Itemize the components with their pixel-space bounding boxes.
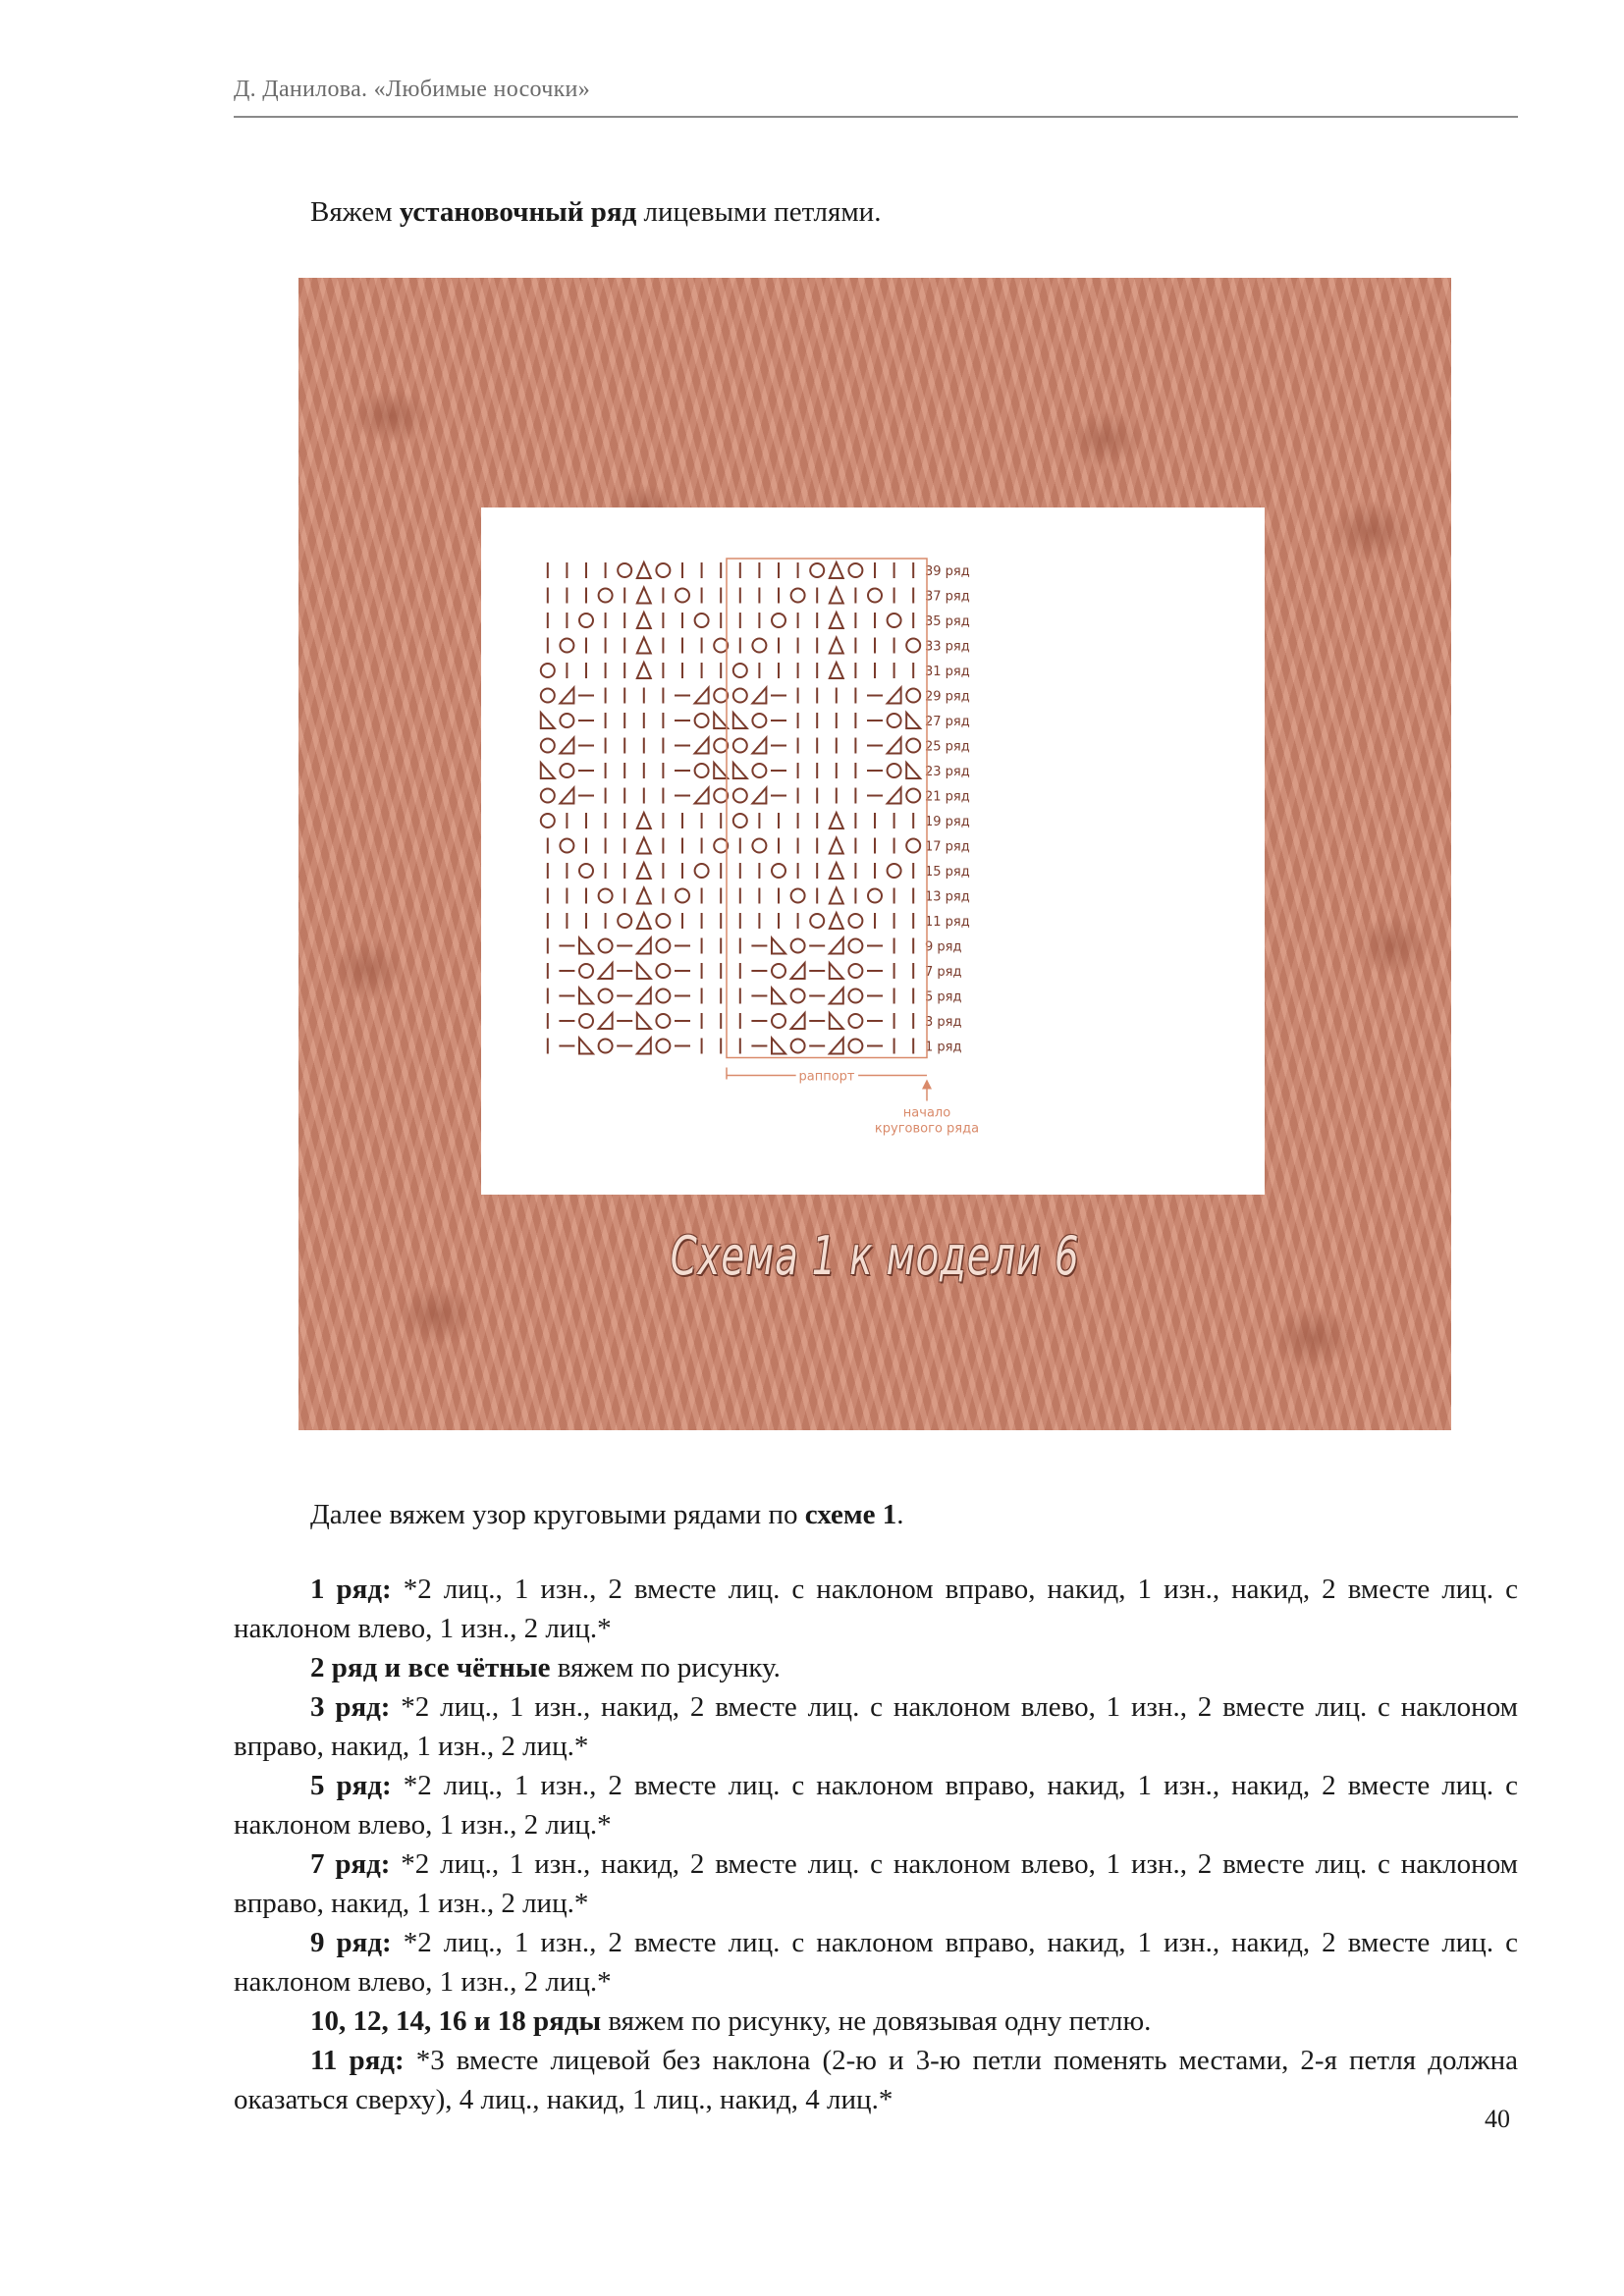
yarn-over-stitch — [733, 664, 747, 677]
row-label: 27 ряд — [925, 715, 970, 729]
yarn-over-stitch — [906, 789, 920, 803]
left-decrease-stitch — [830, 1013, 843, 1029]
start-arrow-icon — [922, 1080, 932, 1090]
right-decrease-stitch — [695, 788, 709, 804]
instruction-row-text: *2 лиц., 1 изн., накид, 2 вместе лиц. с наклоном влево, 1 изн., 2 вместе лиц. с наклоном вправо, накид, 1 изн., 2 лиц.* — [234, 1848, 1518, 1919]
left-decrease-stitch — [541, 713, 555, 728]
yarn-over-stitch — [906, 689, 920, 703]
yarn-over-stitch — [541, 664, 555, 677]
yarn-over-stitch — [695, 714, 709, 727]
row-label: 11 ряд — [925, 915, 970, 930]
page-number: 40 — [1485, 2105, 1510, 2133]
yarn-over-stitch — [695, 864, 709, 878]
decrease-stitch — [637, 613, 651, 628]
yarn-over-stitch — [676, 889, 689, 903]
yarn-over-stitch — [772, 964, 785, 978]
instruction-row-text: *2 лиц., 1 изн., накид, 2 вместе лиц. с наклоном влево, 1 изн., 2 вместе лиц. с наклоном вправо, накид, 1 изн., 2 лиц.* — [234, 1691, 1518, 1762]
yarn-over-stitch — [579, 864, 593, 878]
yarn-over-stitch — [656, 1014, 670, 1028]
decrease-stitch — [637, 813, 651, 828]
yarn-over-stitch — [541, 814, 555, 828]
yarn-over-stitch — [579, 964, 593, 978]
instruction-row-text: *2 лиц., 1 изн., 2 вместе лиц. с наклоном вправо, накид, 1 изн., накид, 2 вместе лиц. с наклоном влево, 1 изн., 2 лиц.* — [234, 1574, 1518, 1644]
instruction-row-label: 1 ряд: — [310, 1574, 392, 1605]
yarn-over-stitch — [656, 1040, 670, 1053]
instruction-row — [234, 1844, 1518, 1923]
decrease-stitch — [830, 638, 843, 654]
row-label: 21 ряд — [925, 789, 970, 805]
right-decrease-stitch — [830, 1039, 843, 1054]
row-label: 29 ряд — [925, 689, 970, 705]
left-decrease-stitch — [772, 1039, 785, 1054]
decrease-stitch — [830, 913, 843, 929]
yarn-over-stitch — [599, 1040, 613, 1053]
next-text-pre: Далее вяжем узор круговыми рядами по — [310, 1499, 805, 1530]
right-decrease-stitch — [560, 688, 573, 704]
instruction-row — [234, 2041, 1518, 2119]
left-decrease-stitch — [579, 988, 593, 1004]
yarn-over-stitch — [714, 689, 728, 703]
row-label: 7 ряд — [925, 965, 962, 980]
yarn-over-stitch — [714, 739, 728, 753]
row-label: 9 ряд — [925, 939, 962, 955]
instruction-row-label: 2 ряд и все чётные — [310, 1652, 551, 1683]
decrease-stitch — [637, 588, 651, 604]
decrease-stitch — [637, 638, 651, 654]
yarn-over-stitch — [541, 739, 555, 753]
yarn-over-stitch — [560, 714, 573, 727]
right-decrease-stitch — [599, 963, 613, 979]
yarn-over-stitch — [752, 839, 766, 853]
repeat-label: раппорт — [798, 1069, 855, 1085]
instruction-row-label: 3 ряд: — [310, 1691, 391, 1723]
yarn-over-stitch — [656, 939, 670, 953]
yarn-over-stitch — [888, 864, 901, 878]
instruction-row-text: *2 лиц., 1 изн., 2 вместе лиц. с наклоном вправо, накид, 1 изн., накид, 2 вместе лиц. с наклоном влево, 1 изн., 2 лиц.* — [234, 1770, 1518, 1841]
instruction-row — [234, 1648, 1518, 1687]
decrease-stitch — [830, 813, 843, 828]
yarn-over-stitch — [906, 639, 920, 653]
right-decrease-stitch — [791, 963, 805, 979]
instructions — [234, 1570, 1518, 2119]
yarn-over-stitch — [541, 789, 555, 803]
instruction-row-label: 9 ряд: — [310, 1927, 392, 1958]
instruction-row-text: вяжем по рисунку. — [550, 1652, 781, 1683]
decrease-stitch — [637, 863, 651, 879]
right-decrease-stitch — [791, 1013, 805, 1029]
scheme-caption: Схема 1 к модели 6 — [670, 1225, 1080, 1287]
yarn-over-stitch — [791, 1040, 805, 1053]
right-decrease-stitch — [695, 738, 709, 754]
yarn-over-stitch — [695, 614, 709, 627]
row-label: 39 ряд — [925, 564, 970, 579]
yarn-over-stitch — [714, 789, 728, 803]
yarn-over-stitch — [791, 939, 805, 953]
yarn-over-stitch — [656, 563, 670, 577]
yarn-over-stitch — [579, 1014, 593, 1028]
row-label: 33 ряд — [925, 639, 970, 655]
row-label: 1 ряд — [925, 1040, 962, 1055]
right-decrease-stitch — [637, 988, 651, 1004]
yarn-over-stitch — [772, 864, 785, 878]
decrease-stitch — [637, 913, 651, 929]
yarn-over-stitch — [848, 914, 862, 928]
yarn-over-stitch — [888, 764, 901, 777]
yarn-over-stitch — [599, 939, 613, 953]
right-decrease-stitch — [830, 988, 843, 1004]
yarn-over-stitch — [772, 1014, 785, 1028]
repeat-box — [727, 559, 927, 1058]
instruction-row-text: *3 вместе лицевой без наклона (2-ю и 3-ю петли поменять местами, 2-я петля должна оказаться сверху), 4 лиц., накид, 1 лиц., накид, 4 лиц.* — [234, 2045, 1519, 2115]
yarn-over-stitch — [791, 589, 805, 603]
yarn-over-stitch — [560, 839, 573, 853]
row-label: 35 ряд — [925, 614, 970, 629]
instruction-row-label: 11 ряд: — [310, 2045, 405, 2076]
row-label: 19 ряд — [925, 815, 970, 829]
decrease-stitch — [637, 663, 651, 678]
right-decrease-stitch — [695, 688, 709, 704]
left-decrease-stitch — [637, 1013, 651, 1029]
left-decrease-stitch — [637, 963, 651, 979]
left-decrease-stitch — [772, 938, 785, 954]
yarn-over-stitch — [541, 689, 555, 703]
instruction-row-text: *2 лиц., 1 изн., 2 вместе лиц. с наклоном вправо, накид, 1 изн., накид, 2 вместе лиц. с наклоном влево, 1 изн., 2 лиц.* — [234, 1927, 1518, 1998]
left-decrease-stitch — [772, 988, 785, 1004]
row-label: 31 ряд — [925, 665, 970, 679]
right-decrease-stitch — [888, 688, 901, 704]
left-decrease-stitch — [714, 713, 728, 728]
left-decrease-stitch — [579, 938, 593, 954]
decrease-stitch — [830, 838, 843, 854]
yarn-over-stitch — [848, 989, 862, 1003]
left-decrease-stitch — [714, 763, 728, 778]
row-label: 3 ряд — [925, 1015, 962, 1030]
left-decrease-stitch — [733, 713, 747, 728]
yarn-over-stitch — [752, 714, 766, 727]
yarn-over-stitch — [714, 639, 728, 653]
yarn-over-stitch — [752, 639, 766, 653]
yarn-over-stitch — [560, 764, 573, 777]
instruction-row — [234, 1766, 1518, 1844]
yarn-over-stitch — [868, 889, 882, 903]
intro-paragraph — [310, 192, 1518, 232]
left-decrease-stitch — [906, 713, 920, 728]
right-decrease-stitch — [637, 1039, 651, 1054]
yarn-over-stitch — [714, 839, 728, 853]
yarn-over-stitch — [599, 889, 613, 903]
yarn-over-stitch — [810, 563, 824, 577]
yarn-over-stitch — [848, 1014, 862, 1028]
left-decrease-stitch — [906, 763, 920, 778]
row-label: 15 ряд — [925, 865, 970, 880]
decrease-stitch — [830, 888, 843, 904]
yarn-over-stitch — [656, 989, 670, 1003]
decrease-stitch — [830, 613, 843, 628]
left-decrease-stitch — [541, 763, 555, 778]
yarn-over-stitch — [733, 789, 747, 803]
left-decrease-stitch — [733, 763, 747, 778]
header-rule — [234, 116, 1518, 118]
right-decrease-stitch — [752, 788, 766, 804]
decrease-stitch — [830, 562, 843, 578]
instruction-row — [234, 2002, 1518, 2041]
yarn-over-stitch — [848, 939, 862, 953]
instruction-row — [234, 1687, 1518, 1766]
yarn-over-stitch — [848, 563, 862, 577]
yarn-over-stitch — [810, 914, 824, 928]
yarn-over-stitch — [733, 814, 747, 828]
row-label: 25 ряд — [925, 739, 970, 755]
decrease-stitch — [830, 863, 843, 879]
right-decrease-stitch — [560, 788, 573, 804]
row-label: 37 ряд — [925, 589, 970, 605]
yarn-over-stitch — [579, 614, 593, 627]
yarn-over-stitch — [733, 739, 747, 753]
start-label: кругового ряда — [874, 1121, 980, 1137]
left-decrease-stitch — [830, 963, 843, 979]
yarn-over-stitch — [888, 614, 901, 627]
row-label: 13 ряд — [925, 889, 970, 905]
yarn-over-stitch — [676, 589, 689, 603]
next-text-post: . — [896, 1499, 904, 1530]
yarn-over-stitch — [695, 764, 709, 777]
yarn-over-stitch — [888, 714, 901, 727]
left-decrease-stitch — [579, 1039, 593, 1054]
instruction-row — [234, 1923, 1518, 2002]
yarn-over-stitch — [618, 914, 631, 928]
yarn-over-stitch — [599, 989, 613, 1003]
yarn-over-stitch — [906, 839, 920, 853]
yarn-over-stitch — [791, 889, 805, 903]
yarn-over-stitch — [599, 589, 613, 603]
yarn-over-stitch — [848, 1040, 862, 1053]
intro-text-post: лицевыми петлями. — [636, 196, 882, 228]
instruction-row-label: 10, 12, 14, 16 и 18 ряды — [310, 2005, 602, 2037]
yarn-over-stitch — [772, 614, 785, 627]
yarn-over-stitch — [906, 739, 920, 753]
next-text-bold: схеме 1 — [804, 1499, 897, 1530]
right-decrease-stitch — [599, 1013, 613, 1029]
right-decrease-stitch — [560, 738, 573, 754]
decrease-stitch — [637, 888, 651, 904]
instruction-row-label: 7 ряд: — [310, 1848, 391, 1880]
scheme-figure — [298, 278, 1451, 1430]
yarn-over-stitch — [733, 689, 747, 703]
yarn-over-stitch — [618, 563, 631, 577]
right-decrease-stitch — [637, 938, 651, 954]
instruction-row — [234, 1570, 1518, 1648]
chart-card — [481, 507, 1265, 1195]
row-label: 17 ряд — [925, 839, 970, 855]
next-paragraph — [310, 1495, 1518, 1534]
decrease-stitch — [830, 663, 843, 678]
right-decrease-stitch — [888, 788, 901, 804]
start-label: начало — [902, 1105, 951, 1121]
yarn-over-stitch — [868, 589, 882, 603]
row-label: 23 ряд — [925, 765, 970, 779]
decrease-stitch — [830, 588, 843, 604]
instruction-row-label: 5 ряд: — [310, 1770, 392, 1801]
right-decrease-stitch — [752, 688, 766, 704]
decrease-stitch — [637, 562, 651, 578]
running-head: Д. Данилова. «Любимые носочки» — [234, 77, 590, 102]
yarn-over-stitch — [656, 964, 670, 978]
intro-text-pre: Вяжем — [310, 196, 400, 228]
right-decrease-stitch — [830, 938, 843, 954]
yarn-over-stitch — [752, 764, 766, 777]
decrease-stitch — [637, 838, 651, 854]
yarn-over-stitch — [656, 914, 670, 928]
right-decrease-stitch — [888, 738, 901, 754]
instruction-row-text: вяжем по рисунку, не довязывая одну петлю. — [601, 2005, 1152, 2037]
yarn-over-stitch — [791, 989, 805, 1003]
row-label: 5 ряд — [925, 989, 962, 1005]
intro-text-bold: установочный ряд — [399, 196, 637, 228]
right-decrease-stitch — [752, 738, 766, 754]
yarn-over-stitch — [848, 964, 862, 978]
yarn-over-stitch — [560, 639, 573, 653]
knitting-chart — [481, 507, 1265, 1195]
